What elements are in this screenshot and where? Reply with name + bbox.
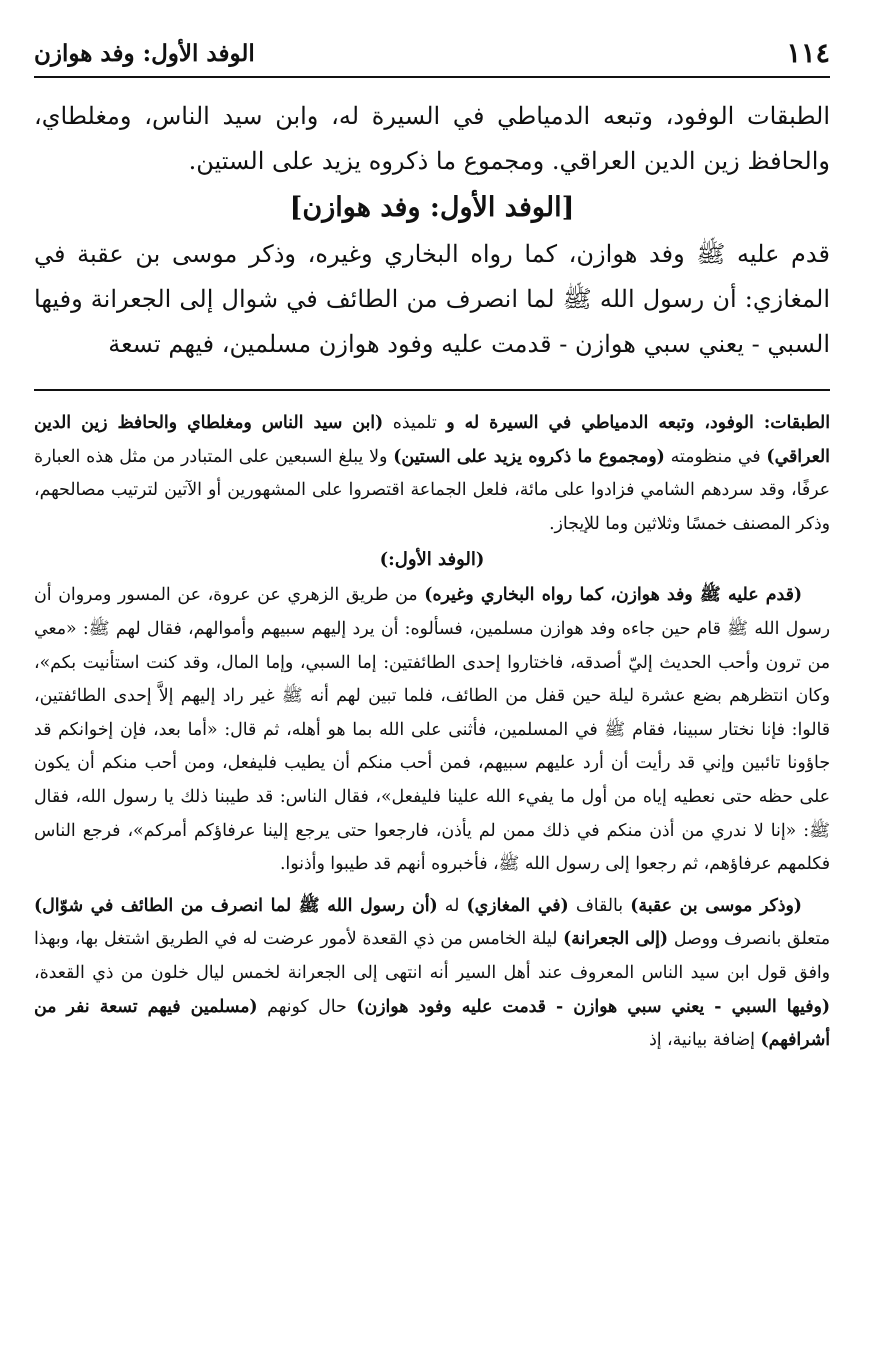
commentary-paragraph-3	[34, 890, 830, 1058]
book-page	[34, 28, 830, 1058]
main-paragraph-2: قدم عليه ﷺ وفد هوازن، كما رواه البخاري وغيره، وذكر موسى بن عقبة في المغازي: أن رسول الله ﷺ لما انصرف من الطائف في شوال إلى الجعرانة وفيها السبي - يعني سبي هوازن - قدمت عليه وفود هوازن مسلمين، فيهم تسعة	[34, 240, 830, 358]
commentary-text: ولا يبلغ السبعين على المتبادر من مثل هذه العبارة عرفًا، وقد سردهم الشامي فزادوا على مائة، فلعل الجماعة اقتصروا على المشهورين أو الآتين لترتيب مصالحهم، وذكر المصنف خمسًا وثلاثين وما للإيجاز.	[34, 446, 830, 534]
quoted-text: (مسلمين فيهم تسعة نفر من أشرافهم)	[34, 996, 830, 1051]
main-paragraph-1: الطبقات الوفود، وتبعه الدمياطي في السيرة له، وابن سيد الناس، ومغلطاي، والحافظ زين الدين العراقي. ومجموع ما ذكروه يزيد على الستين.	[34, 102, 830, 175]
commentary-paragraph-2	[34, 579, 830, 881]
running-title: الوفد الأول: وفد هوازن	[34, 40, 255, 67]
commentary-text: له	[437, 895, 467, 916]
commentary-text: في منظومته	[664, 446, 767, 467]
page-number: ١١٤	[786, 38, 830, 69]
quoted-text: (وذكر موسى بن عقبة)	[630, 895, 802, 916]
main-text	[34, 94, 830, 367]
quoted-text: (وفيها السبي - يعني سبي هوازن - قدمت عليه وفود هوازن)	[356, 996, 831, 1017]
commentary-text: من طريق الزهري عن عروة، عن المسور ومروان أن رسول الله ﷺ قام حين جاءه وفد هوازن مسلمين، فسألوه: أن يرد إليهم سبيهم وأموالهم، فقال لهم ﷺ: «معي من ترون وأحب الحديث إليّ أصدقه، فاختاروا إحدى الطائفتين: إما السبي، وإما المال، وقد كنت استأنيت بكم»، وكان انتظرهم بضع عشرة ليلة حين قفل من الطائف، فلما تبين لهم أنه ﷺ غير راد إليهم إلاَّ إحدى الطائفتين، قالوا: فإنا نختار سبينا، فقام ﷺ في المسلمين، فأثنى على الله بما هو أهله، ثم قال: «أما بعد، فإن إخوانكم قد جاؤونا تائبين وإني قد رأيت أن أرد عليهم سبيهم، فمن أحب منكم أن يطيب فليفعل، ومن أحب منكم أن يكون على حظه حتى نعطيه إياه من أول ما يفيء الله علينا فليفعل»، فقال الناس: قد طيبنا ذلك يا رسول الله، فقال ﷺ: «إنا لا ندري من أذن منكم في ذلك ممن لم يأذن، فارجعوا حتى يرجع إلينا عرفاؤكم أمركم»، فرجع الناس فكلمهم عرفاؤهم، ثم رجعوا إلى رسول الله ﷺ، فأخبروه أنهم قد طيبوا وأذنوا.	[34, 585, 830, 875]
quoted-text: (ابن سيد الناس ومغلطاي والحافظ زين الدين العراقي)	[34, 413, 830, 467]
commentary	[34, 407, 830, 1058]
footnote-divider	[34, 389, 830, 391]
quoted-text: (إلى الجعرانة)	[563, 929, 669, 950]
commentary-text: ليلة الخامس من ذي القعدة لأمور عرضت له في الطريق اشتغل بها، وبهذا وافق قول ابن سيد الناس المعروف عند أهل السير أنه انتهى إلى الجعرانة لخمس ليال خلون من ذي القعدة،	[34, 929, 830, 983]
quoted-text: الطبقات: الوفود، وتبعه الدمياطي في السيرة له و	[446, 413, 830, 433]
quoted-text: (في المغازي)	[466, 895, 569, 916]
commentary-text: إضافة بيانية، إذ	[649, 1030, 761, 1051]
quoted-text: (ومجموع ما ذكروه يزيد على الستين)	[393, 446, 665, 467]
section-title: [الوفد الأول: وفد هوازن]	[289, 192, 575, 223]
commentary-text: بالقاف	[568, 895, 631, 916]
quoted-text: (أن رسول الله ﷺ لما انصرف من الطائف في شوّال)	[34, 895, 438, 916]
commentary-text: تلميذه	[383, 413, 447, 433]
commentary-text: متعلق بانصرف ووصل	[668, 929, 830, 950]
commentary-paragraph-1	[34, 407, 830, 541]
page-header	[34, 28, 830, 78]
quoted-text: (قدم عليه ﷺ وفد هوازن، كما رواه البخاري وغيره)	[424, 585, 803, 606]
commentary-subheading: (الوفد الأول:)	[379, 549, 485, 571]
commentary-text: حال كونهم	[257, 996, 357, 1017]
